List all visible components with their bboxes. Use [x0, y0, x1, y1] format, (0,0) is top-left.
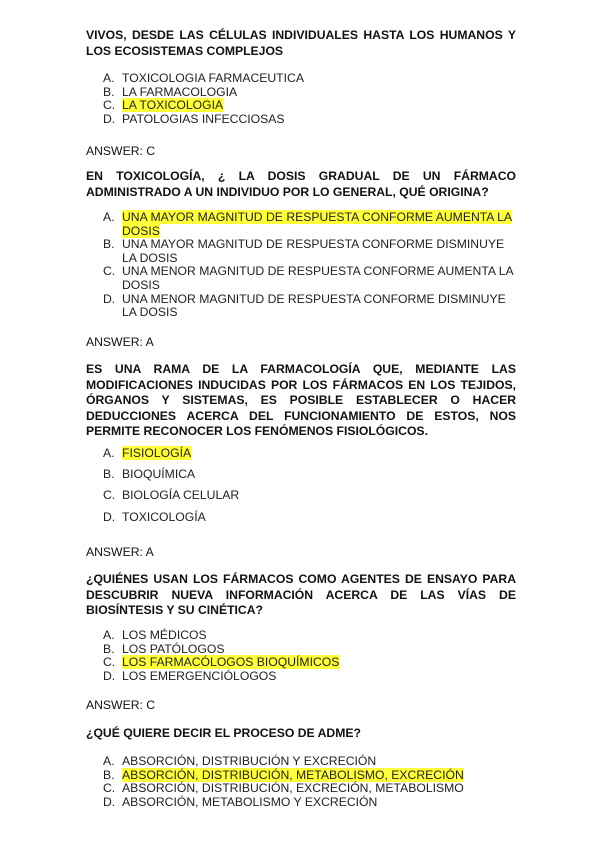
options-list — [86, 447, 516, 532]
option-c: C. UNA MENOR MAGNITUD DE RESPUESTA CONFORME AUMENTA LA DOSIS — [103, 264, 513, 292]
option-d: D. UNA MENOR MAGNITUD DE RESPUESTA CONFORME DISMINUYE LA DOSIS — [103, 291, 506, 320]
option-text: ABSORCIÓN, DISTRIBUCIÓN Y EXCRECIÓN — [122, 754, 377, 768]
option-c: C. BIOLOGÍA CELULAR — [103, 488, 240, 503]
option-a: A. TOXICOLOGIA FARMACEUTICA — [103, 71, 304, 85]
option-a: A. ABSORCIÓN, DISTRIBUCIÓN Y EXCRECIÓN — [103, 754, 377, 768]
option-b: B. LA FARMACOLOGIA — [103, 84, 238, 99]
option-text: LOS MÉDICOS — [122, 628, 207, 642]
option-d: D. TOXICOLOGÍA — [103, 509, 206, 524]
option-b-highlighted: B. ABSORCIÓN, DISTRIBUCIÓN, METABOLISMO, EXCRECIÓN — [103, 767, 464, 782]
option-b: B. UNA MAYOR MAGNITUD DE RESPUESTA CONFORME DISMINUYE LA DOSIS — [103, 237, 505, 265]
option-d: D. PATOLOGIAS INFECCIOSAS — [103, 111, 285, 126]
question-text: ¿QUIÉNES USAN LOS FÁRMACOS COMO AGENTES DE ENSAYO PARA DESCUBRIR NUEVA INFORMACIÓN ACERCA DE LAS VÍAS DE BIOSÍNTESIS Y SU CINÉTICA? — [86, 572, 516, 617]
options-list — [86, 629, 516, 683]
question-text: VIVOS, DESDE LAS CÉLULAS INDIVIDUALES HASTA LOS HUMANOS Y LOS ECOSISTEMAS COMPLEJOS — [86, 28, 516, 58]
option-text: TOXICOLOGIA FARMACEUTICA — [122, 71, 304, 85]
option-b: B. LOS PATÓLOGOS — [103, 641, 225, 656]
option-text: PATOLOGIAS INFECCIOSAS — [122, 111, 285, 126]
option-text: ABSORCIÓN, METABOLISMO Y EXCRECIÓN — [122, 794, 378, 809]
option-text: LOS FARMACÓLOGOS BIOQUÍMICOS — [122, 655, 340, 670]
option-text: FISIOLOGÍA — [122, 446, 192, 460]
option-text: TOXICOLOGÍA — [122, 509, 206, 524]
option-b: B. BIOQUÍMICA — [103, 467, 196, 482]
options-list — [86, 755, 516, 809]
option-text: ABSORCIÓN, DISTRIBUCIÓN, EXCRECIÓN, METABOLISMO — [122, 781, 464, 796]
option-d: D. LOS EMERGENCIÓLOGOS — [103, 668, 277, 683]
option-text: UNA MAYOR MAGNITUD DE RESPUESTA CONFORME DISMINUYE LA DOSIS — [122, 237, 505, 265]
option-a-highlighted: A. UNA MAYOR MAGNITUD DE RESPUESTA CONFORME AUMENTA LA DOSIS — [103, 210, 513, 238]
option-c: C. ABSORCIÓN, DISTRIBUCIÓN, EXCRECIÓN, METABOLISMO — [103, 781, 464, 796]
option-c-highlighted: C. LA TOXICOLOGIA — [103, 98, 224, 113]
question-text: ES UNA RAMA DE LA FARMACOLOGÍA QUE, MEDIANTE LAS MODIFICACIONES INDUCIDAS POR LOS FÁRMACOS EN LOS TEJIDOS, ÓRGANOS Y SISTEMAS, ES POSIBLE ESTABLECER O HACER DEDUCCIONES ACERCA DEL FUNCIONAMIENTO DE ESTOS, NOS PERMITE RECONOCER LOS FENÓMENOS FISIOLÓGICOS. — [86, 362, 516, 438]
answer-line: ANSWER: A — [86, 335, 154, 349]
answer-line: ANSWER: C — [86, 698, 156, 712]
options-list — [86, 211, 516, 320]
option-text: BIOLOGÍA CELULAR — [122, 488, 240, 503]
option-text: UNA MAYOR MAGNITUD DE RESPUESTA CONFORME AUMENTA LA DOSIS — [122, 210, 513, 238]
option-text: LA FARMACOLOGIA — [122, 84, 238, 99]
option-text: UNA MENOR MAGNITUD DE RESPUESTA CONFORME DISMINUYE LA DOSIS — [122, 291, 506, 320]
option-d: D. ABSORCIÓN, METABOLISMO Y EXCRECIÓN — [103, 794, 378, 809]
answer-line: ANSWER: C — [86, 144, 156, 158]
option-text: BIOQUÍMICA — [122, 467, 196, 482]
answer-line: ANSWER: A — [86, 545, 154, 559]
option-text: LOS PATÓLOGOS — [122, 641, 225, 656]
options-list — [86, 72, 516, 126]
option-text: UNA MENOR MAGNITUD DE RESPUESTA CONFORME AUMENTA LA DOSIS — [122, 264, 513, 292]
option-c-highlighted: C. LOS FARMACÓLOGOS BIOQUÍMICOS — [103, 655, 340, 670]
option-a-highlighted: A. FISIOLOGÍA — [103, 446, 192, 460]
option-text: LOS EMERGENCIÓLOGOS — [122, 668, 277, 683]
option-text: ABSORCIÓN, DISTRIBUCIÓN, METABOLISMO, EXCRECIÓN — [122, 767, 464, 782]
option-text: LA TOXICOLOGIA — [122, 98, 224, 113]
question-text: ¿QUÉ QUIERE DECIR EL PROCESO DE ADME? — [86, 726, 361, 740]
question-text: EN TOXICOLOGÍA, ¿ LA DOSIS GRADUAL DE UN FÁRMACO ADMINISTRADO A UN INDIVIDUO POR LO GENERAL, QUÉ ORIGINA? — [86, 169, 516, 199]
option-a: A. LOS MÉDICOS — [103, 628, 207, 642]
